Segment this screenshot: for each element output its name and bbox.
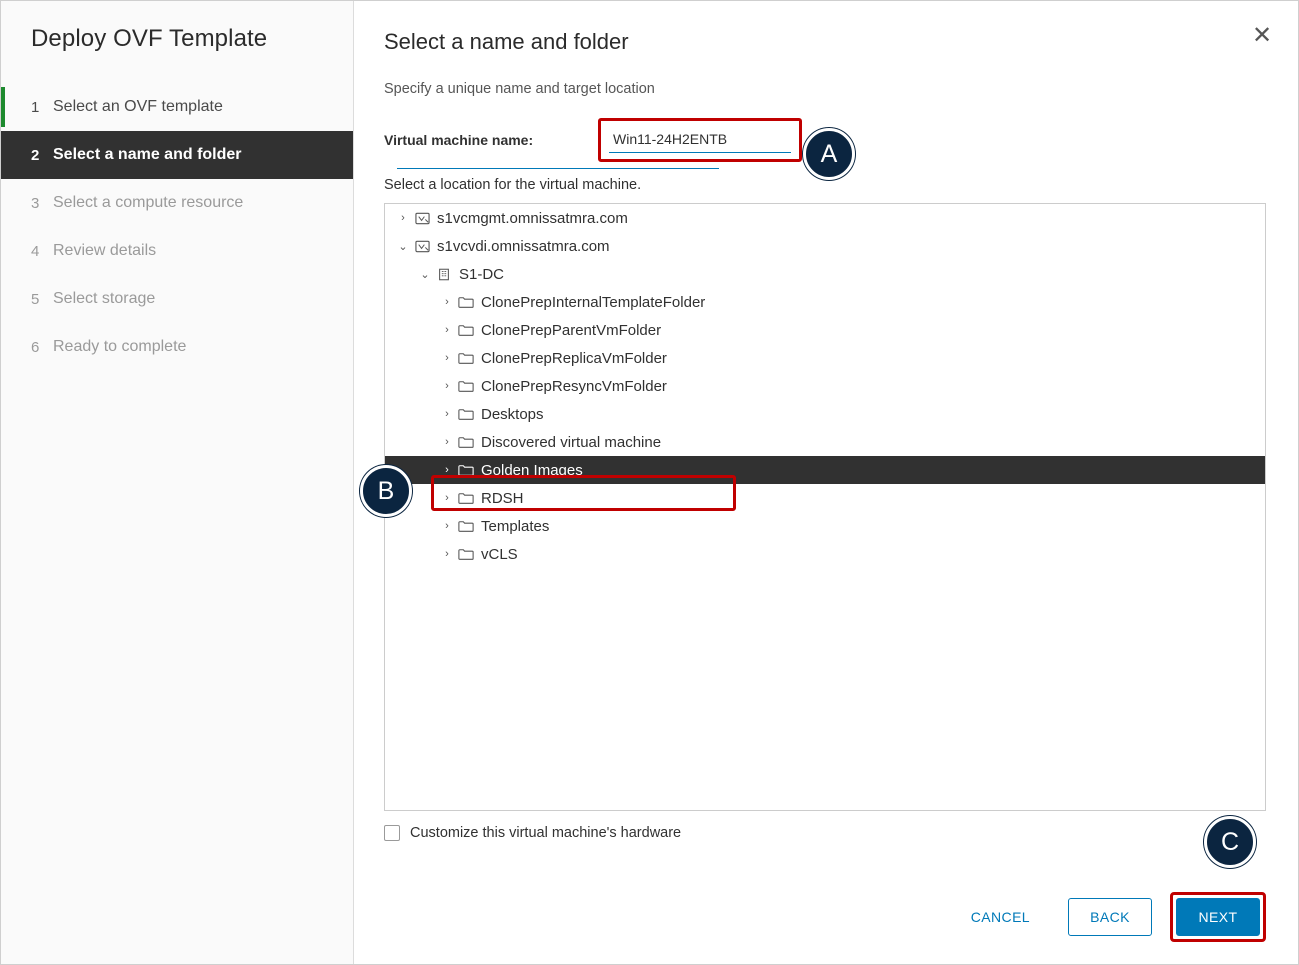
back-button[interactable]: BACK	[1068, 898, 1152, 936]
tree-row[interactable]	[385, 372, 1265, 400]
tree-row[interactable]	[385, 344, 1265, 372]
step-label: Ready to complete	[53, 338, 187, 355]
tree-row[interactable]	[385, 540, 1265, 568]
folder-icon	[455, 435, 477, 449]
chevron-right-icon[interactable]: ›	[401, 212, 405, 224]
chevron-down-icon[interactable]: ⌄	[398, 240, 408, 253]
chevron-right-icon[interactable]: ›	[445, 520, 449, 532]
page-title: Deploy OVF Template	[31, 25, 268, 52]
step-label: Select an OVF template	[53, 98, 223, 115]
tree-node-label: s1vcmgmt.omnissatmra.com	[437, 209, 628, 227]
folder-icon	[455, 491, 477, 505]
wizard-steps	[1, 83, 353, 371]
step-label: Select a compute resource	[53, 194, 244, 211]
tree-row[interactable]	[385, 484, 1265, 512]
folder-icon	[455, 295, 477, 309]
step-number: 3	[31, 194, 40, 212]
tree-node-label: S1-DC	[459, 265, 505, 283]
step-label: Select a name and folder	[53, 146, 242, 163]
chevron-right-icon[interactable]: ›	[445, 464, 449, 476]
customize-hardware-checkbox[interactable]	[384, 825, 400, 841]
folder-icon	[455, 379, 477, 393]
tree-node-label: Discovered virtual machine	[481, 433, 662, 451]
step-number: 5	[31, 290, 40, 308]
sidebar-step-6[interactable]	[1, 323, 353, 371]
step-label: Select storage	[53, 290, 156, 307]
chevron-right-icon[interactable]: ›	[445, 548, 449, 560]
tree-node-label: ClonePrepParentVmFolder	[481, 321, 662, 339]
folder-icon	[455, 323, 477, 337]
tree-row[interactable]	[385, 400, 1265, 428]
wizard-sidebar	[1, 1, 354, 964]
folder-icon	[455, 547, 477, 561]
sidebar-step-4[interactable]	[1, 227, 353, 275]
chevron-down-icon[interactable]: ⌄	[420, 268, 430, 281]
callout-c: C	[1204, 816, 1256, 868]
step-number: 6	[31, 338, 40, 356]
customize-hardware-label: Customize this virtual machine's hardware	[410, 825, 682, 841]
vcenter-icon	[411, 211, 433, 226]
datacenter-icon	[433, 267, 455, 282]
vm-name-input[interactable]	[609, 127, 791, 153]
step-number: 1	[31, 98, 40, 116]
tree-row[interactable]	[385, 512, 1265, 540]
customize-hardware-row[interactable]	[384, 825, 1266, 841]
callout-b: B	[360, 465, 412, 517]
chevron-right-icon[interactable]: ›	[445, 296, 449, 308]
tree-node-label: s1vcvdi.omnissatmra.com	[437, 237, 610, 255]
tree-node-label: ClonePrepResyncVmFolder	[481, 377, 667, 395]
callout-a: A	[803, 128, 855, 180]
panel-title: Select a name and folder	[384, 29, 629, 54]
tree-row[interactable]	[385, 316, 1265, 344]
tree-node-label: Desktops	[481, 405, 544, 423]
tree-row[interactable]	[385, 428, 1265, 456]
step-label: Review details	[53, 242, 157, 259]
tree-node-label: Golden Images	[481, 461, 583, 479]
sidebar-step-1[interactable]	[1, 83, 353, 131]
name-field-underline	[397, 168, 719, 169]
tree-row[interactable]	[385, 260, 1265, 288]
folder-icon	[455, 463, 477, 477]
folder-icon	[455, 351, 477, 365]
folder-icon	[455, 519, 477, 533]
tree-node-label: ClonePrepInternalTemplateFolder	[481, 293, 706, 311]
tree-row[interactable]	[385, 204, 1265, 232]
vm-name-highlight-box	[598, 118, 802, 162]
panel-subtitle: Specify a unique name and target location	[384, 81, 655, 97]
inventory-tree[interactable]	[384, 203, 1266, 811]
chevron-right-icon[interactable]: ›	[445, 324, 449, 336]
close-icon[interactable]: ✕	[1251, 22, 1273, 49]
next-button[interactable]: NEXT	[1176, 898, 1260, 936]
vcenter-icon	[411, 239, 433, 254]
chevron-right-icon[interactable]: ›	[445, 380, 449, 392]
tree-node-label: RDSH	[481, 489, 524, 507]
tree-node-label: ClonePrepReplicaVmFolder	[481, 349, 667, 367]
sidebar-step-2[interactable]	[1, 131, 353, 179]
tree-row[interactable]	[385, 232, 1265, 260]
dialog-buttons	[951, 892, 1266, 942]
location-label: Select a location for the virtual machine.	[384, 177, 642, 193]
chevron-right-icon[interactable]: ›	[445, 352, 449, 364]
sidebar-step-5[interactable]	[1, 275, 353, 323]
tree-node-label: Templates	[481, 517, 550, 535]
vm-name-label: Virtual machine name:	[384, 132, 534, 148]
next-button-highlight	[1170, 892, 1266, 942]
chevron-right-icon[interactable]: ›	[445, 436, 449, 448]
tree-row[interactable]	[385, 288, 1265, 316]
chevron-right-icon[interactable]: ›	[445, 408, 449, 420]
tree-node-label: vCLS	[481, 545, 518, 563]
tree-row-golden-images[interactable]	[385, 456, 1265, 484]
step-number: 2	[31, 146, 40, 164]
chevron-right-icon[interactable]: ›	[445, 492, 449, 504]
cancel-button[interactable]: CANCEL	[970, 909, 1030, 925]
step-number: 4	[31, 242, 40, 260]
sidebar-step-3[interactable]	[1, 179, 353, 227]
folder-icon	[455, 407, 477, 421]
